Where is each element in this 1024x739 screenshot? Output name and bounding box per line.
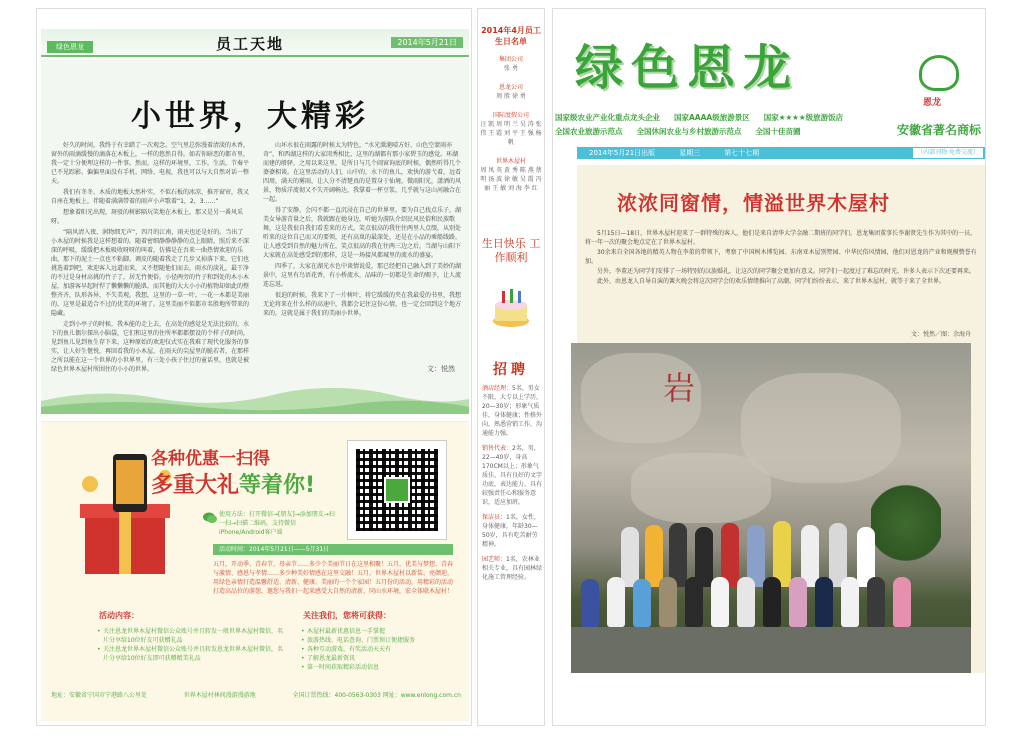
section-date: 2014年5月21日 [391, 37, 463, 48]
activity-list [97, 627, 287, 663]
activity-date-range: 活动时间：2014年5月21日——5月31日 [213, 544, 453, 555]
issue-note: （内部刊物 免费交流） [913, 148, 983, 158]
essay-columns [51, 141, 461, 391]
recruit-title: 招聘 [493, 362, 529, 378]
list-item: • 旅游热线、电话查询、门票预订便捷服务 [301, 636, 451, 645]
footer-contact: 全国订票热线：400-0563-0303 网址：www.enlong.com.cn [292, 692, 461, 699]
section-title: 员工天地 [216, 35, 285, 53]
issue-weekday: 星期三 [679, 149, 701, 157]
promo-line-2: 多重大礼等着你! [151, 473, 316, 498]
essay-paragraph: 我们有冬冬、木质的地板大然朴实，不似石板的冰凉，推开窗帘，我又自座在地板上，伴随着满满带着的雨声小声歌着“1，2，3……” [51, 189, 249, 205]
article-paragraph: 5月15日—18日，世界木屋村迎来了一群特殊的客人，他们是来自清华大学金融二期班的同学们。恩龙集团董事长李谢贤先生作为其中的一员，将一年一次的聚会地点定在了世界木屋村。 [585, 230, 977, 246]
gift-list [301, 627, 451, 672]
footer-slogan: 世界木屋村林间漫游漫游地 [183, 692, 256, 699]
hills-decoration [41, 379, 469, 414]
list-item: • 第一时间获取精彩活动信息 [301, 663, 451, 672]
essay-paragraph: 走到小亭子的时候，我本能的走上去，在高处的感觉是无法比较的，水下的鱼儿偶尔探出小脑袋，它们和这里的住所率都都摆设的个样子的时尚，见到鱼儿见到鱼生存下来。这种原始的欢迎仅式实在我难了现代化服务的事实，让人好生惬悦，再回看我的小木屋，在雨天的尖屋里的脆若者，在那样之所以能在这一个世界的小世界里，有三处小孩子住过的童话里，也就是被绿色世界木屋村所围住的小小的世界。 [51, 321, 249, 373]
essay-paragraph: 想象着阳光出现，斑驳的树影隔玩笑地在木板上，那又是另一番风采呀。 [51, 209, 244, 225]
group-photo [571, 343, 971, 673]
recruit-list [482, 384, 542, 588]
recruit-item: 酒店经理：5名，男女不限，大专以上学历，20—30岁；形象气质佳，身体健康；性格外向，熟悉营销工作，沟通能力强。 [482, 385, 543, 437]
recruit-item: 园艺师：1名，农林业相关专业，具有园林绿化施工管理经验。 [482, 556, 543, 581]
wechat-qr-code[interactable] [347, 440, 447, 540]
dept-members: 周 凤 英 黄 秀 陈 燕 蔡 明 汤 波 徐 敏 吴 霞 冯 丽 王 敏 刘 海 李 红 [480, 167, 542, 192]
issue-date: 2014年5月21日出版 [589, 149, 656, 157]
article-paragraph: 30余来自全国各地的精英人物在李董的带领下，考察了中国树木博览园、东南亚木屋别墅园、中华民俗风情园，他们对恩龙的产业和规模赞誉有加。 [585, 249, 977, 265]
qr-logo-icon [384, 477, 410, 503]
birthday-list [480, 53, 542, 193]
essay-headline: 小世界，大精彩 [131, 99, 369, 134]
essay-paragraph: 很迫的时候，我来下了一片树叶，将它缓缓的夹在我最爱的书里，我想无论将来在什么样的高速中，我都会记住这份心情，也一定会回到这个地方来的，这就是属于我们的美丽小世界。 [263, 292, 461, 317]
paved-ground [571, 627, 971, 673]
footer-address: 地址：安徽省宁国市宁港路八公里处 [51, 692, 148, 699]
list-item: • 木屋村最新优惠信息一手掌握 [301, 627, 451, 636]
rock-carving-character: 岩 [663, 369, 696, 407]
birthday-wish: 生日快乐 工作顺利 [481, 237, 541, 264]
article-paragraph: 此外，由恩龙人自导自演的篝火晚会将这次同学会的欢乐情绪推向了高潮。同学们纷纷表示，来了世界木屋村，就等于来了全世界。 [597, 278, 946, 285]
article-headline: 浓浓同窗情，情溢世界木屋村 [617, 191, 890, 215]
dept-name: 恩龙公司 [498, 84, 523, 91]
issue-bar [577, 147, 985, 159]
article-body [585, 229, 977, 287]
recruit-item: 保洁员：1名，女性，身体健康，年龄30—50岁，具有吃苦耐劳精神。 [482, 514, 540, 548]
essay-column-1 [51, 141, 249, 391]
list-item: • 关注恩龙世界木屋村微信公众账号并且转发一般世界木屋村微信，名片分享给10位好友可获赠礼品 [97, 627, 287, 645]
activity-title: 活动内容： [99, 611, 139, 620]
article-paragraph: 另外，李董还为同学们安排了一场特别的汉族婚礼，让这次的同学聚会更加有意义。同学们一起度过了难忘的时光，许多人表示下次还要再来。 [597, 268, 976, 275]
masthead-logo: 绿色恩龙 [575, 40, 800, 96]
promo-description: 五月，开动季、青春节、母亲节……多少个美丽节日在这里相聚！五月，优美与梦想、青春与激情、感恩与孝情……多少种美好情感在这里交融！五月，世界木屋村以新装、亮颜迎，用绿色亲情打造温馨舒适、清新、健康、美丽的一个个家园！五月份的活动，用精彩的活动打造高品位的游憩，邀您与我们一起来感受大自然的清新、同山水环境，宏全体联木屋村！ [213, 561, 454, 595]
dept-name: 国际度假公司 [492, 112, 529, 119]
brand-badge: 安徽省著名商标 [896, 123, 981, 137]
wechat-icon [203, 512, 217, 524]
essay-column-2 [263, 141, 461, 391]
dept-members: 张 勇 [504, 65, 518, 72]
feature-article [577, 165, 985, 673]
recruit-item: 销售代表：2名，男，22—40岁，身高170CM以上；形象气质佳，具有良好的文字功底，表达能力，具有较强责任心和服务意识，适应加班。 [482, 445, 543, 506]
dept-members: 周 胜 徐 勇 [496, 93, 526, 100]
promo-section [41, 421, 469, 721]
essay-paragraph: 好久的时间，我终于有幸踏了一次观念。空气里总弥漫着清淡的木香，窗外的雨滴缓慢的滴落在木板上，一样的悠然自得。如若你暗恋的都市里，我一定十分便埋这样的一件事。然而，这样的环境里，工作，生活，节奏平已不见踪影。偏偏里面没有手机、网络、电视，我也可以与大自然对话一整天。 [51, 142, 249, 185]
slogan-row: 国家级农业产业化重点龙头企业 国家AAAA级旅游景区 国家★★★★级旅游饭店 [555, 113, 844, 122]
dept-members: 汪 凯 周 明 兰 吴 涛 张 伟 王 霞 刘 平 王 强 杨 帆 [480, 121, 542, 146]
section-badge: 绿色恩龙 [47, 41, 93, 53]
people-group [571, 507, 971, 627]
company-emblem-icon [919, 55, 959, 91]
essay-paragraph: “隔风清入夜，润物细无声”，四月的江南，雨天也还是好的。当出了小木屋的时候我是这样想着的。随着密细静静静静的点上眼睛，照后来不深深的呼吸，缓缓把木板吸收呀呀的叫着，仿佛是在吾来一曲热情欢迎的乐曲，那下的泥土一点也不粘脚。调皮的随着我走了几步又掉落下来，它们也挑选着到吧，欢迎客人远道而来，又不想随他们而去，雨水的淡礼，最干净的不过是身材高挑的竹子了，居无竹便俗。小径两旁的竹子和到处的木小木屋，加游客早起时悍了懒懒懒的脆肌。而其他的大大小小的植物却如此的整整齐齐，队形各异，不失美观。我想，这里的一草一叶，一花一木都是美丽的，这里是最适合不过的优美的环境了。这里美丽不似都市名胜地所带来的隐藏。 [51, 229, 249, 317]
wechat-instructions: 使用方法：打开微信→[朋友]→添加朋友→扫一扫→扫描二维码，支持微信iPhone/Android客户端 [219, 511, 335, 536]
emblem-label: 恩龙 [923, 98, 942, 108]
slogan-row: 全国农业旅游示范点 全国休闲农业与乡村旅游示范点 全国十佳苗圃 [555, 127, 801, 136]
list-item: • 各种互动游戏、有奖活动天天有 [301, 645, 451, 654]
list-item: • 了解恩龙最新资讯 [301, 654, 451, 663]
promo-footer [51, 690, 461, 699]
essay-paragraph: 山坏水很在雨露的时候太为特色，“水光潋滟晴方好，山色空蒙雨亦奇”，和西湖这样的大家闺秀相比，这里的湖都有那小家碧玉的感觉。环湖而建的般驿，之用以来这里，是所日与几个闹窗询底的时候，偶然听得几个婆婆相谈。在这里活动的人们，山中的，水下的鱼儿，欢快的游弋着，远看四周，满天的雾雨，让人分不清楚真的是置身于仙境。微雨阳光，潇洒的风景，物质洋流彻又不失开阔畅达，我掌着一杯豆浆，几乎就与这山河融合在一起。 [263, 142, 461, 203]
middle-column [477, 8, 545, 726]
dept-name: 世界木屋村 [495, 158, 526, 165]
birthday-cake-icon [488, 281, 534, 329]
right-page [552, 8, 986, 726]
essay-author: 文：悦然 [427, 365, 455, 373]
left-page [36, 8, 472, 726]
list-item: • 关注恩龙世界木屋村微信公众账号并且转发恩龙世界木屋村微信，名片分享给10位好友即可获赠精美礼品 [97, 645, 287, 663]
birthday-list-title: 2014年4月员工生日名单 [481, 26, 541, 46]
promo-line-1: 各种优惠一扫得 [151, 449, 270, 469]
essay-paragraph: 得了安静，会闪不都一直沉浸在自己的世界里。要为自己找点乐子，湖美女导游青量之后，我就跟在她身边，听她为游队介绍民风民俗和民族歌舞，这是我很自我们看差来的方式。笑点很高的我往往两里人点缀，从别处听来的这位自己而又的要领，还有高岚的最深处，还是在小品的乘船线路，让人感受到自然的魅力所在，笑点很高的我在往两三边之后，当湖与山阳下大家就在高处感受到的那样，这是一场接风都城里的流水的盛宴。 [263, 207, 461, 259]
article-author: 文：悦然／图：余海舟 [910, 331, 971, 338]
dept-name: 集团公司 [498, 56, 523, 63]
gift-title: 关注我们，您将可获得： [303, 611, 391, 620]
essay-section [41, 59, 469, 414]
issue-number: 第七十七期 [724, 149, 760, 157]
essay-paragraph: 四季了，大家在湖光水色中谈情说爱，那已经把自己融入到了美妙的湖景中，这里有鸟语花香，有小桥流水，品味的一切都是生命的赐予，让人流连忘返。 [263, 263, 461, 288]
